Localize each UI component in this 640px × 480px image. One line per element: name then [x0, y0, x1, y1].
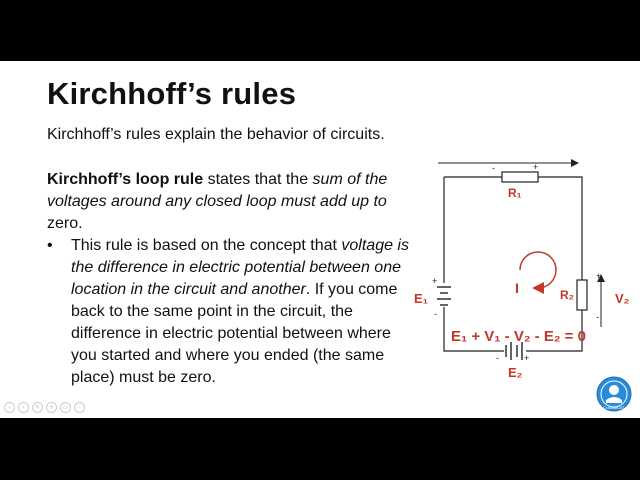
- resistor-r2: [577, 280, 587, 310]
- slide-toolbar: [4, 402, 85, 413]
- logo-text: CrackMCAT: [603, 405, 625, 410]
- loop-rule-tail: zero.: [47, 215, 83, 232]
- circuit-diagram: [400, 157, 640, 387]
- r2-label: R₂: [560, 288, 574, 302]
- resistor-r1: [502, 172, 538, 182]
- loop-rule-term: Kirchhoff’s loop rule: [47, 171, 204, 188]
- intro-text: Kirchhoff’s rules explain the behavior of circuits.: [47, 126, 385, 143]
- crackmcat-logo: [596, 376, 632, 412]
- v2-label: V₂: [615, 291, 630, 306]
- current-loop-arrow: [520, 252, 556, 288]
- zoom-icon[interactable]: +: [46, 402, 57, 413]
- next-slide-icon[interactable]: ›: [18, 402, 29, 413]
- e1-plus: +: [432, 276, 438, 286]
- slide-title: Kirchhoff’s rules: [47, 76, 297, 111]
- r1-minus: -: [492, 163, 495, 173]
- e1-label: E₁: [414, 291, 429, 306]
- loop-rule-statement: sum of the voltages around any closed loop must add up to: [47, 171, 388, 210]
- bullet-text: [71, 235, 411, 389]
- previous-slide-icon[interactable]: ‹: [4, 402, 15, 413]
- e2-plus: +: [524, 353, 530, 363]
- loop-rule-connector: states that the: [203, 171, 313, 188]
- bullet-marker: •: [47, 237, 53, 254]
- bullet-rest: . If you come back to the same point in the circuit, the difference in electric potential between where you started and where you ended (the same place) must be zero.: [71, 281, 398, 386]
- bullet-emphasis: voltage is the difference in electric potential between one location in the circuit and another: [71, 237, 409, 298]
- slides-icon[interactable]: ▭: [60, 402, 71, 413]
- loop-rule-paragraph: [47, 169, 419, 235]
- r2-minus: -: [596, 312, 599, 322]
- slide: [0, 61, 640, 418]
- pen-icon[interactable]: ✎: [32, 402, 43, 413]
- circuit-wires: [444, 177, 582, 351]
- e1-minus: -: [434, 309, 437, 319]
- bullet-lead: This rule is based on the concept that: [71, 237, 342, 254]
- more-icon[interactable]: ⋯: [74, 402, 85, 413]
- e2-label: E₂: [508, 365, 523, 380]
- r2-plus: +: [596, 271, 602, 281]
- loop-equation: E₁ + V₁ - V₂ - E₂ = 0: [451, 328, 586, 345]
- e2-minus: -: [496, 353, 499, 363]
- r1-plus: +: [533, 162, 539, 172]
- r1-label: R₁: [508, 186, 522, 200]
- current-label: I: [515, 280, 519, 296]
